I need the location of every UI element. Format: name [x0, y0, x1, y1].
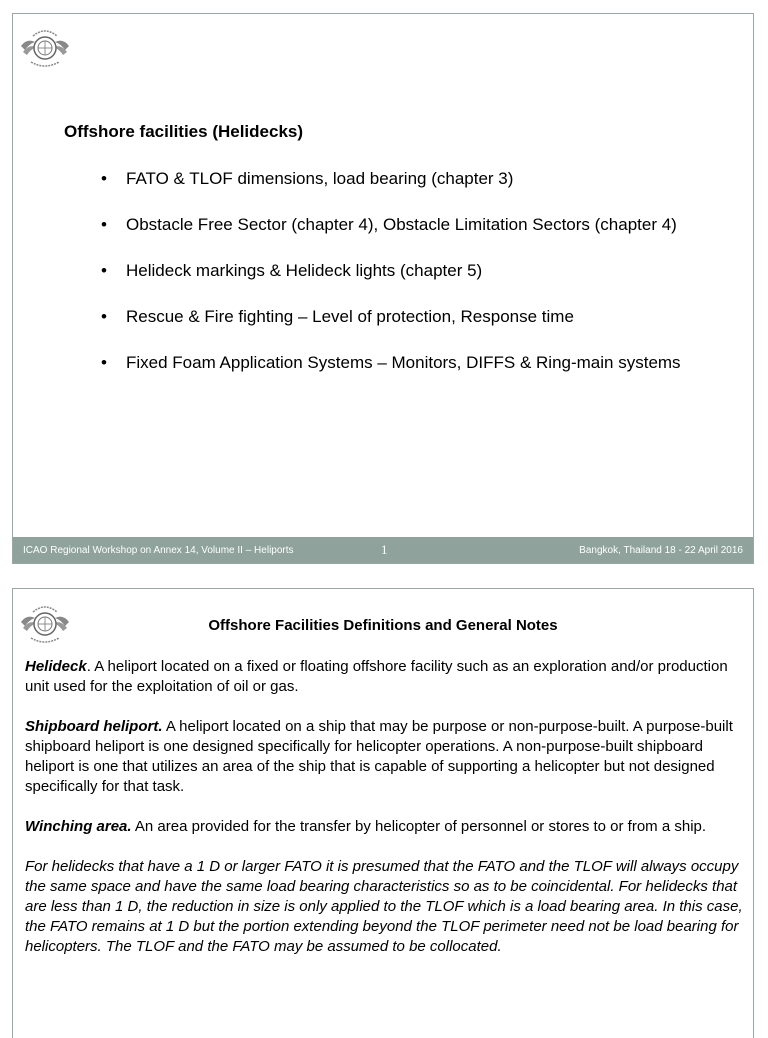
- list-item: [101, 351, 701, 374]
- bullet-text: FATO & TLOF dimensions, load bearing (chapter 3): [126, 169, 514, 188]
- bullet-list: [101, 167, 701, 397]
- definition-text: A heliport located on a ship that may be purpose or non-purpose-built. A purpose-built shipboard heliport is one designed specifically for helicopter operations. A non-purpose-built shipboard heliport is one that utilizes an area of the ship that is capable of supporting a helicopter but not designed specifically for that task.: [25, 718, 733, 795]
- icao-emblem-icon: [17, 22, 73, 72]
- definition-paragraph: [25, 817, 745, 837]
- bullet-text: Helideck markings & Helideck lights (chapter 5): [126, 261, 483, 280]
- slide-footer: [13, 537, 753, 563]
- bullet-dot: •: [101, 307, 107, 326]
- page-number: 1: [381, 542, 388, 557]
- bullet-text: Obstacle Free Sector (chapter 4), Obstacle Limitation Sectors (chapter 4): [126, 215, 677, 234]
- list-item: [101, 213, 701, 236]
- general-note: For helidecks that have a 1 D or larger FATO it is presumed that the FATO and the TLOF will always occupy the same space and have the same load bearing characteristics so as to be coincidental. For helidecks that are less than 1 D, the reduction in size is only applied to the TLOF which is a load bearing area. In this case, the FATO remains at 1 D but the portion extending beyond the TLOF perimeter need not be load bearing for helicopters. The TLOF and the FATO may be assumed to be collocated.: [25, 858, 743, 955]
- list-item: [101, 305, 701, 328]
- list-item: [101, 259, 701, 282]
- bullet-dot: •: [101, 169, 107, 188]
- definition-term: Helideck: [25, 658, 87, 675]
- footer-event: ICAO Regional Workshop on Annex 14, Volume II – Heliports: [23, 545, 294, 556]
- bullet-dot: •: [101, 353, 107, 372]
- bullet-dot: •: [101, 215, 107, 234]
- bullet-text: Fixed Foam Application Systems – Monitors, DIFFS & Ring-main systems: [126, 353, 681, 372]
- bullet-dot: •: [101, 261, 107, 280]
- slide-title: Offshore facilities (Helidecks): [64, 122, 304, 141]
- slide-1: [12, 13, 754, 564]
- footer-location: Bangkok, Thailand 18 - 22 April 2016: [579, 545, 743, 556]
- definition-text: . A heliport located on a fixed or floating offshore facility such as an exploration and/or production unit used for the exploitation of oil or gas.: [25, 658, 728, 695]
- definition-text: An area provided for the transfer by helicopter of personnel or stores to or from a ship.: [131, 818, 707, 835]
- definition-term: Shipboard heliport.: [25, 718, 163, 735]
- definition-paragraph: [25, 657, 745, 697]
- definitions-body: [25, 657, 745, 977]
- list-item: [101, 167, 701, 190]
- definition-paragraph: [25, 717, 745, 797]
- slide-2: [12, 588, 754, 1038]
- bullet-text: Rescue & Fire fighting – Level of protection, Response time: [126, 307, 574, 326]
- slide-title: Offshore Facilities Definitions and General Notes: [208, 617, 558, 634]
- definition-term: Winching area.: [25, 818, 132, 835]
